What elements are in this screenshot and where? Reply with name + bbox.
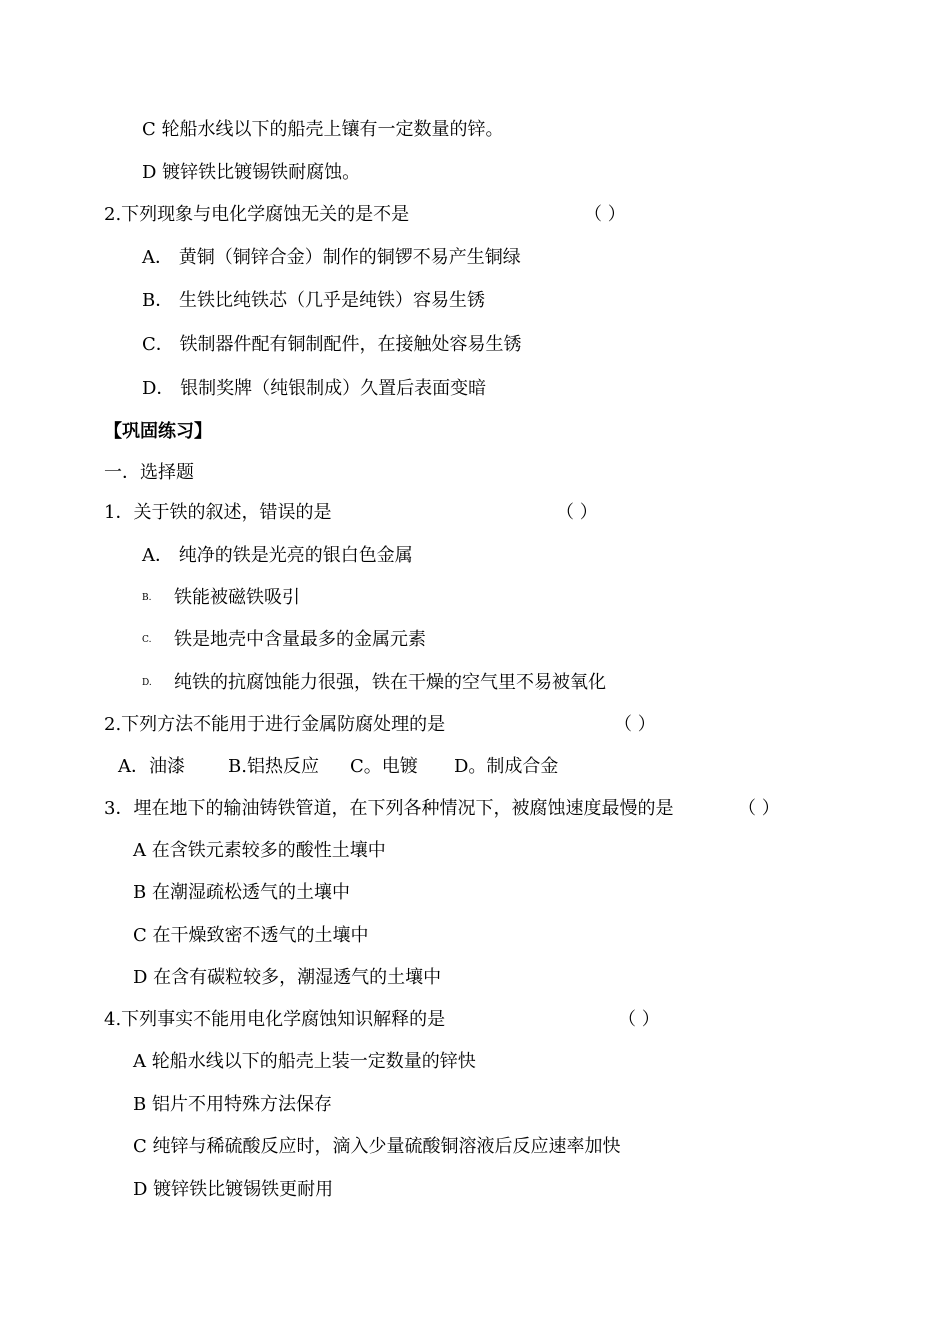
ex1-option-d-text: 纯铁的抗腐蚀能力很强，铁在干燥的空气里不易被氧化 — [174, 672, 606, 693]
ex1-option-c-marker: C. — [142, 635, 152, 645]
ex4-answer-blank: （ ） — [618, 1009, 660, 1030]
ex4-option-a: A 轮船水线以下的船壳上装一定数量的锌快 — [133, 1051, 476, 1072]
q2-option-b: B． 生铁比纯铁芯（几乎是纯铁）容易生锈 — [142, 290, 485, 311]
ex1-stem: 1．关于铁的叙述，错误的是 — [104, 502, 332, 523]
ex2-option-b: B.铝热反应 — [228, 756, 319, 777]
ex3-option-b: B 在潮湿疏松透气的土壤中 — [133, 882, 350, 903]
ex1-option-b-text: 铁能被磁铁吸引 — [174, 587, 300, 608]
q2-option-c: C． 铁制器件配有铜制配件，在接触处容易生锈 — [142, 334, 522, 355]
prev-option-d: D 镀锌铁比镀锡铁耐腐蚀。 — [142, 162, 361, 183]
ex2-stem: 2.下列方法不能用于进行金属防腐处理的是 — [104, 714, 446, 735]
ex1-option-c-text: 铁是地壳中含量最多的金属元素 — [174, 629, 426, 650]
ex2-option-c: C。电镀 — [350, 756, 418, 777]
ex1-option-b-marker: B. — [142, 593, 152, 603]
prev-option-c: C 轮船水线以下的船壳上镶有一定数量的锌。 — [142, 119, 504, 140]
q2-answer-blank: （ ） — [584, 204, 626, 225]
ex1-answer-blank: （ ） — [556, 502, 598, 523]
q2-option-a: A． 黄铜（铜锌合金）制作的铜锣不易产生铜绿 — [142, 247, 521, 268]
ex4-option-d: D 镀锌铁比镀锡铁更耐用 — [133, 1179, 334, 1200]
ex4-stem: 4.下列事实不能用电化学腐蚀知识解释的是 — [104, 1009, 446, 1030]
ex1-option-c — [142, 628, 426, 652]
ex4-option-b: B 铝片不用特殊方法保存 — [133, 1094, 332, 1115]
ex2-option-d: D。制成合金 — [454, 756, 559, 777]
ex1-option-d — [142, 671, 606, 695]
ex3-option-c: C 在干燥致密不透气的土壤中 — [133, 925, 369, 946]
ex2-option-a: A．油漆 — [118, 756, 185, 777]
section-title: 【巩固练习】 — [104, 421, 212, 442]
ex3-option-a: A 在含铁元素较多的酸性土壤中 — [133, 840, 386, 861]
q2-option-d: D． 银制奖牌（纯银制成）久置后表面变暗 — [142, 378, 487, 399]
ex1-option-b — [142, 586, 300, 610]
ex2-options — [118, 755, 558, 779]
q2-stem: 2.下列现象与电化学腐蚀无关的是不是 — [104, 204, 410, 225]
ex3-option-d: D 在含有碳粒较多，潮湿透气的土壤中 — [133, 967, 442, 988]
ex1-option-d-marker: D. — [142, 678, 152, 688]
subsection-title: 一．选择题 — [104, 462, 194, 483]
ex2-answer-blank: （ ） — [614, 714, 656, 735]
ex1-option-a: A． 纯净的铁是光亮的银白色金属 — [142, 545, 413, 566]
ex3-answer-blank: （ ） — [738, 798, 780, 819]
ex4-option-c: C 纯锌与稀硫酸反应时，滴入少量硫酸铜溶液后反应速率加快 — [133, 1136, 621, 1157]
ex3-stem: 3．埋在地下的输油铸铁管道，在下列各种情况下，被腐蚀速度最慢的是 — [104, 798, 674, 819]
